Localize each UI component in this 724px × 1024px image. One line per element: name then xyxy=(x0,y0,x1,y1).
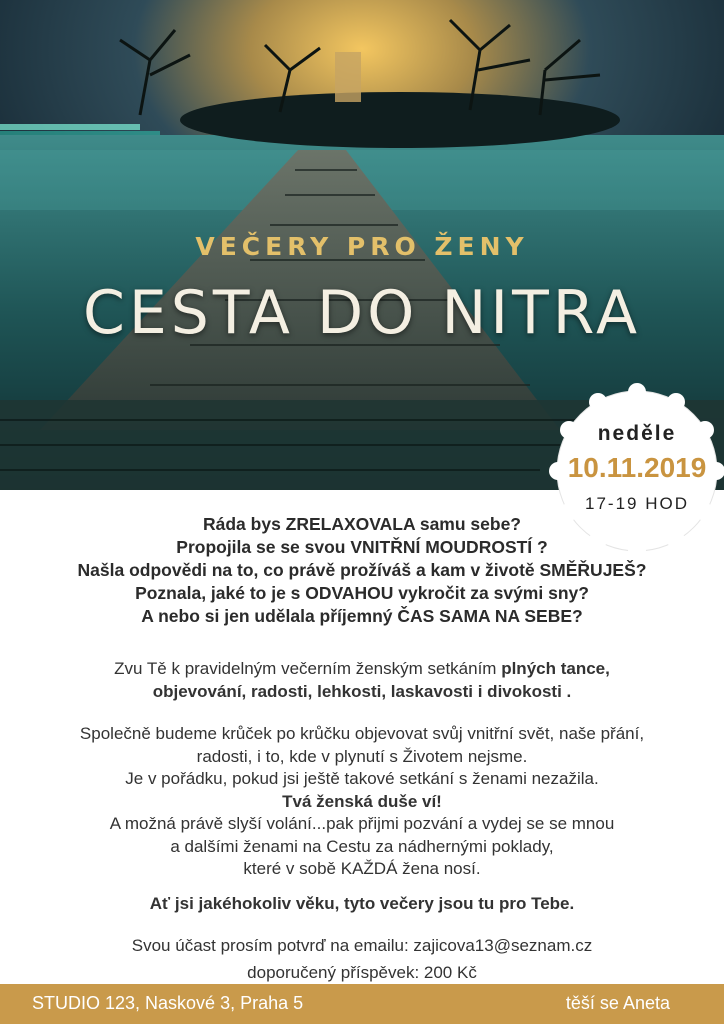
footer-bar xyxy=(0,984,724,1024)
description-paragraph xyxy=(0,723,724,881)
question-line: Našla odpovědi na to, co právě prožíváš a kam v životě SMĚŘUJEŠ? xyxy=(77,560,647,580)
question-line: A nebo si jen udělala příjemný ČAS SAMA NA SEBE? xyxy=(141,606,583,626)
description-line: A možná právě slyší volání...pak přijmi pozvání a vydej se se mnou xyxy=(109,814,615,833)
closing-line: Ať jsi jakéhokoliv věku, tyto večery jsou tu pro Tebe. xyxy=(149,894,575,913)
event-title: CESTA DO NITRA xyxy=(82,278,642,348)
contribution-line: doporučený příspěvek: 200 Kč xyxy=(247,963,477,982)
event-subtitle: VEČERY PRO ŽENY xyxy=(195,232,529,261)
invite-highlight: objevování, radosti, lehkosti, laskavosti i divokosti . xyxy=(152,681,572,701)
footer-signature: těší se Aneta xyxy=(565,993,670,1013)
event-time: 17-19 HOD xyxy=(585,494,689,513)
rsvp-line: Svou účast prosím potvrď na emailu: zajicova13@seznam.cz xyxy=(131,936,593,955)
description-line: a dalšími ženami na Cestu za nádhernými poklady, xyxy=(170,836,554,856)
question-line: Propojila se se svou VNITŘNÍ MOUDROSTÍ ? xyxy=(176,537,548,557)
event-date: 10.11.2019 xyxy=(567,452,707,483)
question-line: Ráda bys ZRELAXOVALA samu sebe? xyxy=(203,514,521,534)
invite-text: Zvu Tě k pravidelným večerním ženským setkáním xyxy=(114,659,502,678)
description-emphasis: Tvá ženská duše ví! xyxy=(282,791,442,811)
description-line: Společně budeme krůček po krůčku objevovat svůj vnitřní svět, naše přání, xyxy=(79,724,645,743)
description-line: které v sobě KAŽDÁ žena nosí. xyxy=(243,859,481,878)
invite-highlight: plných tance, xyxy=(501,659,610,678)
question-line: Poznala, jaké to je s ODVAHOU vykročit za svými sny? xyxy=(135,583,589,603)
footer-location: STUDIO 123, Naskové 3, Praha 5 xyxy=(32,993,304,1013)
invite-paragraph xyxy=(0,658,724,703)
description-line: radosti, i to, kde v plynutí s Životem nejsme. xyxy=(196,746,528,766)
description-line: Je v pořádku, pokud jsi ještě takové setkání s ženami nezažila. xyxy=(125,769,599,788)
question-list xyxy=(0,513,724,628)
event-day: neděle xyxy=(597,422,677,445)
